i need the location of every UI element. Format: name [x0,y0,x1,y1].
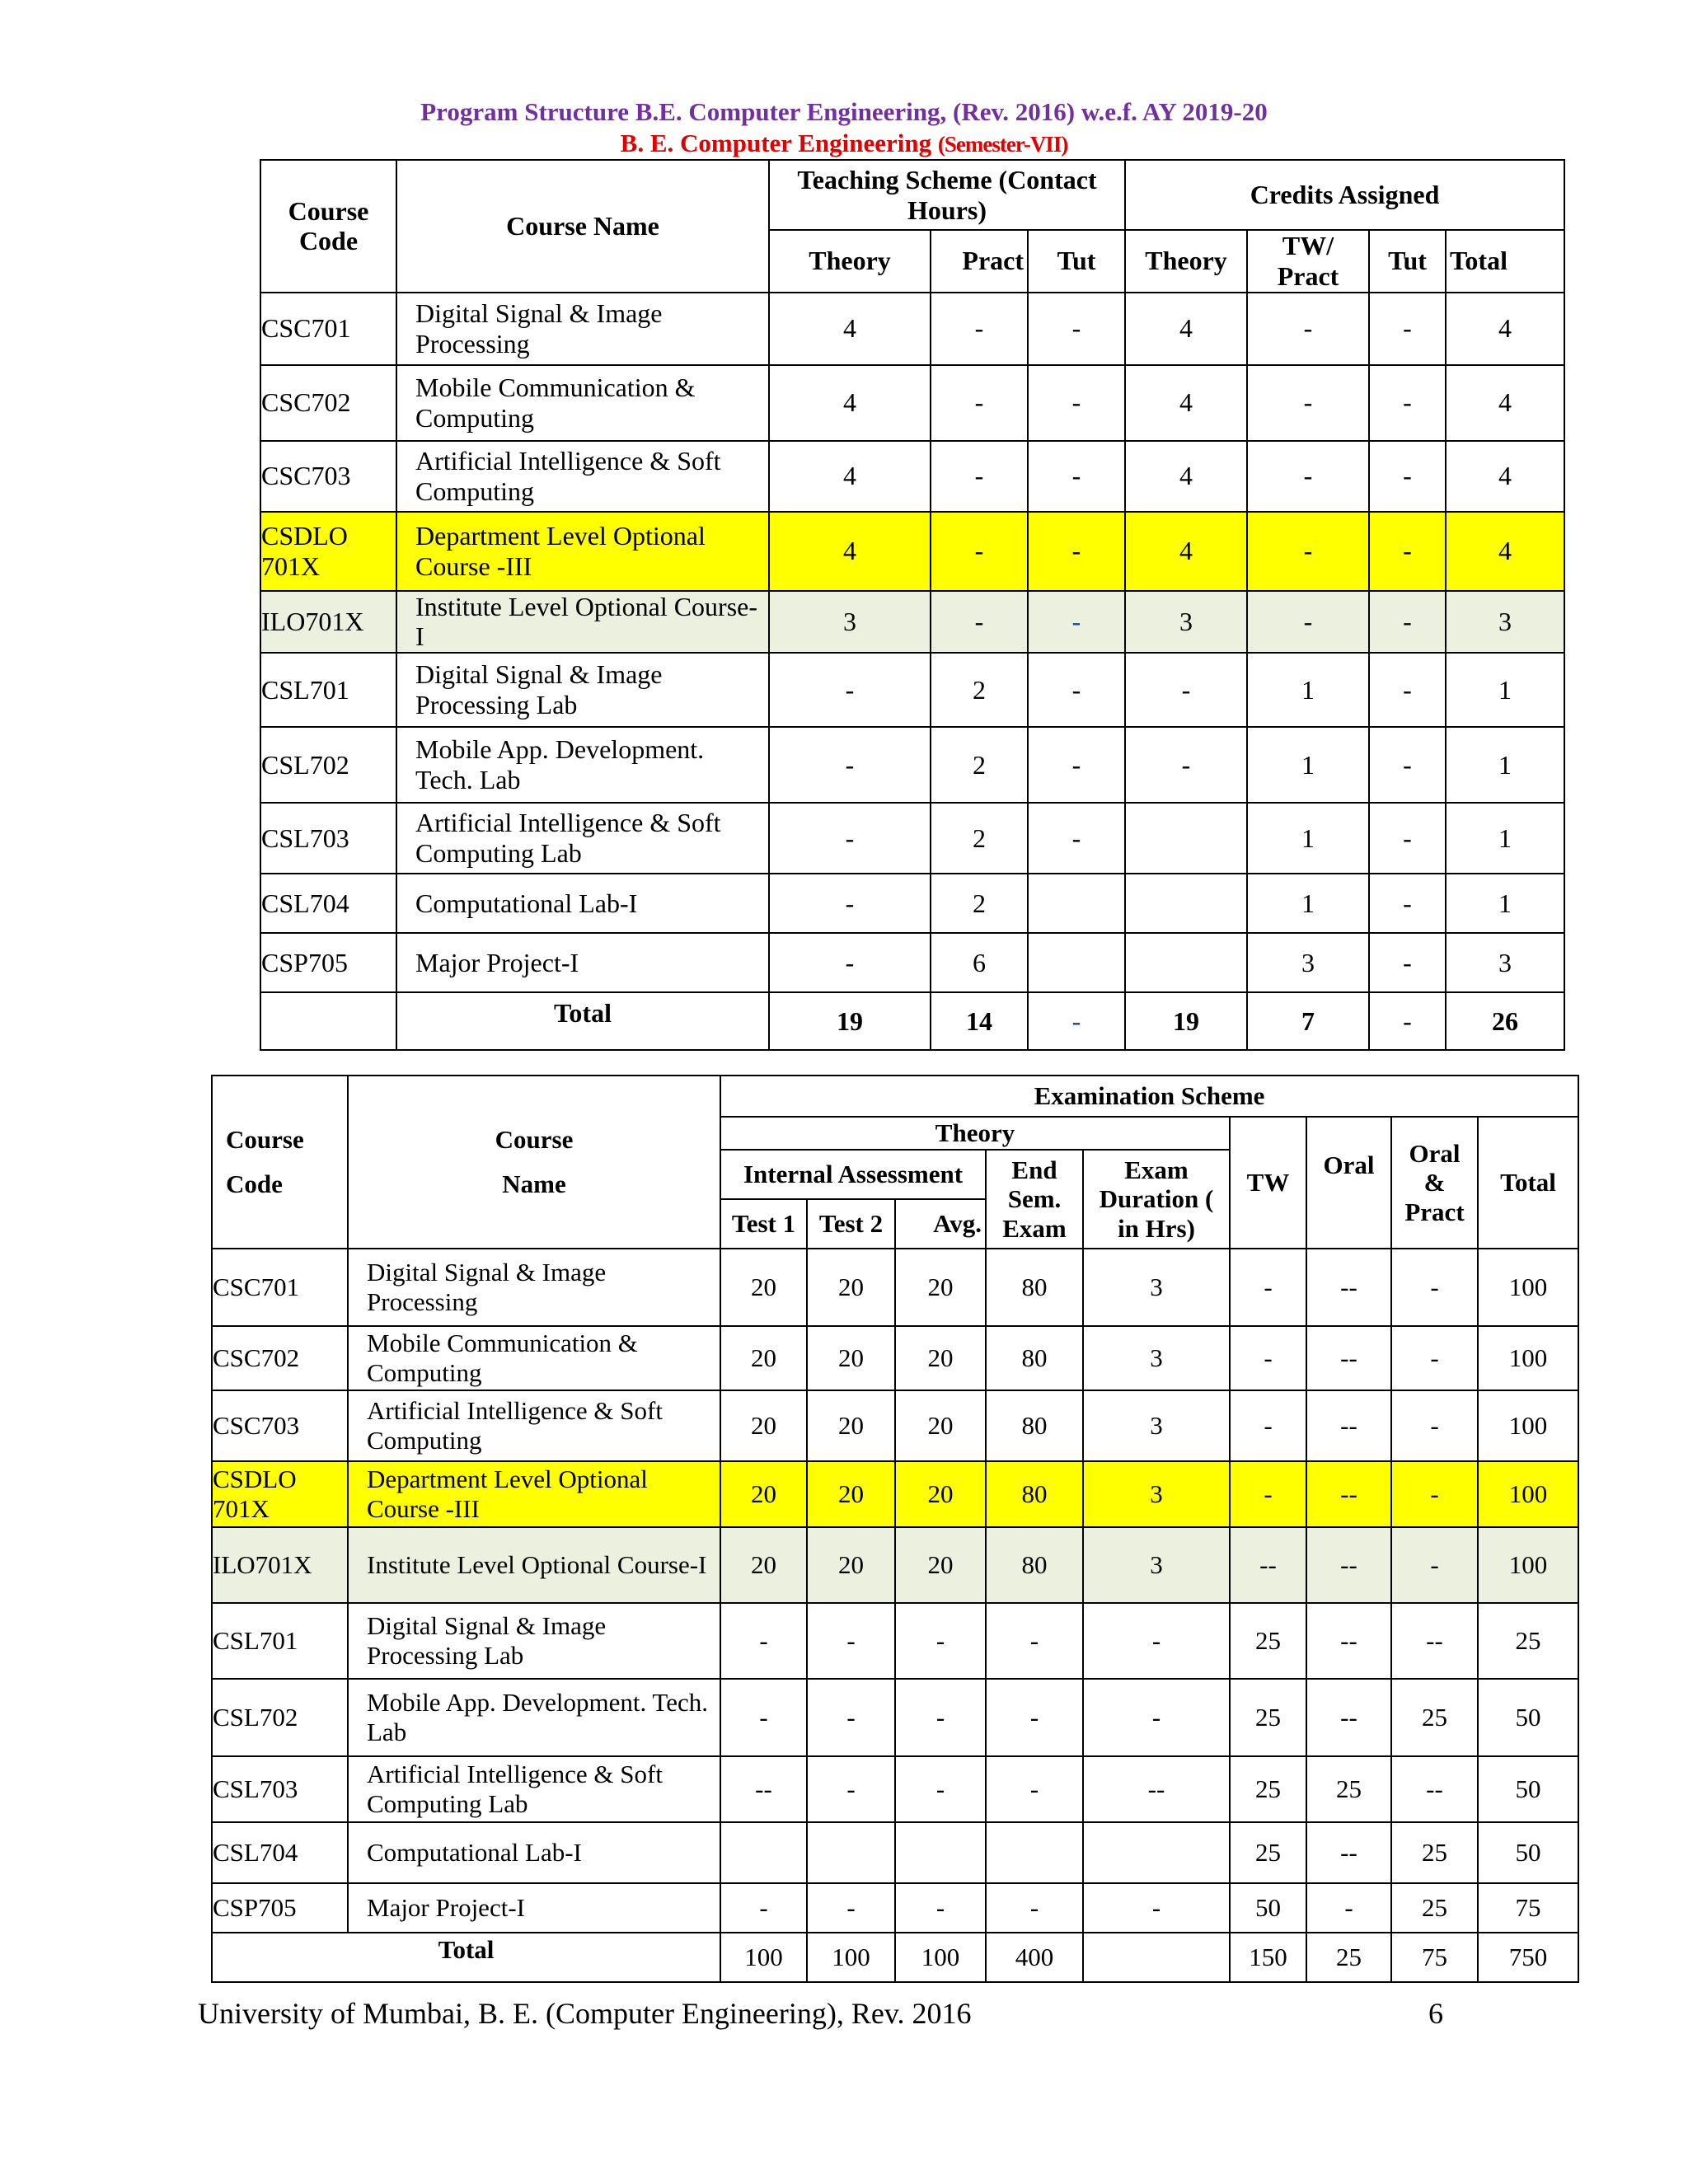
test2-marks: - [807,1679,895,1756]
total-pract: 14 [931,992,1028,1050]
pract-hours: 2 [931,803,1028,874]
test1-marks: 20 [720,1326,807,1390]
test2-marks: 20 [807,1461,895,1527]
table-row [260,591,1564,654]
header-oral-pract: Oral & Pract [1391,1117,1478,1249]
header-course-name-line1: Course [495,1125,574,1155]
credit-theory: 4 [1125,441,1247,512]
table-row [260,293,1564,365]
header-teaching-scheme: Teaching Scheme (Contact Hours) [769,160,1125,230]
oral-marks: -- [1306,1326,1391,1390]
table-row [212,1527,1578,1603]
course-code: CSL703 [212,1756,348,1822]
oral-marks: 25 [1306,1756,1391,1822]
total-credit-tut: - [1369,992,1446,1050]
table-row [260,803,1564,874]
end-sem-marks: - [986,1883,1083,1933]
credit-theory: 4 [1125,512,1247,591]
end-sem-marks: - [986,1603,1083,1679]
test2-marks: - [807,1883,895,1933]
avg-marks: - [895,1883,986,1933]
credit-theory [1125,933,1247,992]
table-row [260,441,1564,512]
total-theory: 19 [769,992,931,1050]
total-tut: - [1028,992,1125,1050]
course-name: Digital Signal & Image Processing [348,1249,720,1326]
tw-marks: -- [1230,1527,1306,1603]
course-name: Major Project-I [348,1883,720,1933]
header-theory: Theory [720,1117,1230,1150]
footer-text: University of Mumbai, B. E. (Computer Engineering), Rev. 2016 [198,1997,972,2030]
tw-marks: - [1230,1249,1306,1326]
tut-hours: - [1028,727,1125,803]
header-theory: Theory [769,230,931,293]
credit-tut: - [1369,874,1446,933]
exam-duration: - [1083,1883,1230,1933]
course-code: CSL704 [212,1822,348,1883]
pract-hours: - [931,591,1028,654]
course-name: Artificial Intelligence & Soft Computing [396,441,769,512]
oral-marks: -- [1306,1822,1391,1883]
course-code: CSL701 [212,1603,348,1679]
tw-marks: 25 [1230,1822,1306,1883]
credit-total: 3 [1446,933,1564,992]
theory-hours: - [769,803,931,874]
pract-hours: - [931,512,1028,591]
credit-theory: 4 [1125,293,1247,365]
course-name: Department Level Optional Course -III [348,1461,720,1527]
header-exam-total: Total [1478,1117,1578,1249]
total-avg: 100 [895,1933,986,1982]
course-name: Computational Lab-I [396,874,769,933]
oral-pract-marks: - [1391,1249,1478,1326]
header-course-name [348,1076,720,1249]
credit-total: 3 [1446,591,1564,654]
credit-theory: - [1125,653,1247,727]
avg-marks: - [895,1679,986,1756]
test1-marks: 20 [720,1390,807,1461]
course-name: Mobile Communication & Computing [396,365,769,441]
header-credit-total: Total [1446,230,1564,293]
tw-marks: 25 [1230,1603,1306,1679]
tw-marks: 25 [1230,1679,1306,1756]
oral-pract-marks: -- [1391,1756,1478,1822]
tut-hours: - [1028,365,1125,441]
course-name: Institute Level Optional Course-I [396,591,769,654]
examination-scheme-table [211,1075,1579,1983]
theory-hours: - [769,874,931,933]
total-row [260,992,1564,1050]
avg-marks: 20 [895,1461,986,1527]
course-code: CSL702 [212,1679,348,1756]
credit-tut: - [1369,365,1446,441]
total-label: Total [212,1933,720,1982]
header-course-code-line1: Course [226,1125,304,1155]
tw-marks: 50 [1230,1883,1306,1933]
header-avg: Avg. [895,1199,986,1249]
pract-hours: 2 [931,653,1028,727]
credit-tut: - [1369,441,1446,512]
table-row [212,1679,1578,1756]
page-subtitle [0,129,1688,158]
total-marks: 100 [1478,1461,1578,1527]
credit-total: 4 [1446,293,1564,365]
header-pract: Pract [931,230,1028,293]
exam-duration: - [1083,1603,1230,1679]
tut-hours: - [1028,591,1125,654]
header-course-code: Course Code [260,160,396,293]
credit-tut: - [1369,591,1446,654]
theory-hours: - [769,653,931,727]
exam-duration: 3 [1083,1326,1230,1390]
header-course-name: Course Name [396,160,769,293]
course-code: CSC702 [212,1326,348,1390]
theory-hours: 4 [769,441,931,512]
tw-marks: - [1230,1461,1306,1527]
oral-pract-marks: - [1391,1461,1478,1527]
page-title: Program Structure B.E. Computer Engineering, (Rev. 2016) w.e.f. AY 2019-20 [420,97,1268,126]
credit-total: 1 [1446,653,1564,727]
header-credits-assigned: Credits Assigned [1125,160,1564,230]
total-marks: 50 [1478,1822,1578,1883]
test1-marks: - [720,1603,807,1679]
total-test1: 100 [720,1933,807,1982]
end-sem-marks [986,1822,1083,1883]
course-code: CSL702 [260,727,396,803]
table-row [212,1883,1578,1933]
course-name: Computational Lab-I [348,1822,720,1883]
table-row [212,1756,1578,1822]
course-code: CSDLO 701X [260,512,396,591]
page-number: 6 [1428,1997,1443,2030]
tut-hours: - [1028,653,1125,727]
subtitle-semester: (Semester-VII) [937,132,1068,157]
header-test2: Test 2 [807,1199,895,1249]
credit-tw-pract: 1 [1247,727,1369,803]
test1-marks: 20 [720,1461,807,1527]
credit-tut: - [1369,933,1446,992]
oral-pract-marks: - [1391,1326,1478,1390]
credit-theory: 3 [1125,591,1247,654]
exam-duration: 3 [1083,1249,1230,1326]
tut-hours: - [1028,512,1125,591]
test2-marks: - [807,1756,895,1822]
tw-marks: - [1230,1326,1306,1390]
avg-marks: 20 [895,1527,986,1603]
header-course-name-line2: Name [502,1169,566,1198]
credit-theory: 4 [1125,365,1247,441]
header-tw: TW [1230,1117,1306,1249]
total-marks: 50 [1478,1756,1578,1822]
theory-hours: 4 [769,293,931,365]
oral-marks: - [1306,1883,1391,1933]
test2-marks: 20 [807,1527,895,1603]
tut-hours: - [1028,441,1125,512]
end-sem-marks: 80 [986,1326,1083,1390]
total-credit-total: 26 [1446,992,1564,1050]
credit-tw-pract: - [1247,365,1369,441]
total-test2: 100 [807,1933,895,1982]
test2-marks: 20 [807,1390,895,1461]
total-marks: 100 [1478,1249,1578,1326]
oral-pract-marks: 25 [1391,1822,1478,1883]
test1-marks: 20 [720,1249,807,1326]
course-code: ILO701X [212,1527,348,1603]
course-code: CSC703 [212,1390,348,1461]
oral-marks: -- [1306,1390,1391,1461]
tw-marks: 25 [1230,1756,1306,1822]
header-course-code-line2: Code [226,1169,283,1198]
end-sem-marks: 80 [986,1461,1083,1527]
credit-tw-pract: 1 [1247,653,1369,727]
total-duration [1083,1933,1230,1982]
credit-total: 1 [1446,874,1564,933]
total-marks: 75 [1478,1883,1578,1933]
test2-marks: 20 [807,1249,895,1326]
header-examination-scheme: Examination Scheme [720,1076,1578,1117]
course-code: CSC701 [212,1249,348,1326]
credit-theory [1125,874,1247,933]
course-code: CSL703 [260,803,396,874]
test2-marks [807,1822,895,1883]
table-row [212,1603,1578,1679]
course-name: Mobile App. Development. Tech. Lab [348,1679,720,1756]
credit-tw-pract: 1 [1247,803,1369,874]
course-code: CSL701 [260,653,396,727]
table-row [212,1249,1578,1326]
subtitle-main: B. E. Computer Engineering [620,129,938,157]
header-credit-tut: Tut [1369,230,1446,293]
table-row [260,727,1564,803]
course-code: CSC703 [260,441,396,512]
test1-marks [720,1822,807,1883]
exam-duration: 3 [1083,1390,1230,1461]
oral-pract-marks: -- [1391,1603,1478,1679]
header-oral: Oral [1306,1117,1391,1249]
pract-hours: - [931,365,1028,441]
exam-duration: -- [1083,1756,1230,1822]
credit-total: 1 [1446,727,1564,803]
header-exam-duration: Exam Duration ( in Hrs) [1083,1150,1230,1249]
exam-duration: 3 [1083,1461,1230,1527]
credit-total: 1 [1446,803,1564,874]
avg-marks: 20 [895,1249,986,1326]
course-code: CSP705 [260,933,396,992]
exam-duration: - [1083,1679,1230,1756]
course-code: CSDLO 701X [212,1461,348,1527]
credit-tw-pract: 3 [1247,933,1369,992]
exam-duration [1083,1822,1230,1883]
total-marks: 100 [1478,1326,1578,1390]
table-row [260,933,1564,992]
theory-hours: 3 [769,591,931,654]
pract-hours: 6 [931,933,1028,992]
pract-hours: - [931,293,1028,365]
course-code: CSC701 [260,293,396,365]
course-name: Institute Level Optional Course-I [348,1527,720,1603]
header-course-code [212,1076,348,1249]
oral-marks: -- [1306,1249,1391,1326]
total-marks: 100 [1478,1527,1578,1603]
pract-hours: 2 [931,874,1028,933]
credit-theory: - [1125,727,1247,803]
course-name: Digital Signal & Image Processing [396,293,769,365]
oral-pract-marks: 25 [1391,1679,1478,1756]
oral-marks: -- [1306,1461,1391,1527]
avg-marks: - [895,1756,986,1822]
course-name: Department Level Optional Course -III [396,512,769,591]
oral-marks: -- [1306,1603,1391,1679]
course-code: CSC702 [260,365,396,441]
end-sem-marks: - [986,1756,1083,1822]
test1-marks: -- [720,1756,807,1822]
credit-tw-pract: - [1247,441,1369,512]
header-end-sem: End Sem. Exam [986,1150,1083,1249]
theory-hours: 4 [769,512,931,591]
test1-marks: 20 [720,1527,807,1603]
header-test1: Test 1 [720,1199,807,1249]
credit-tw-pract: - [1247,293,1369,365]
total-marks: 50 [1478,1679,1578,1756]
theory-hours: - [769,933,931,992]
header-internal-assessment: Internal Assessment [720,1150,986,1199]
table-row [212,1461,1578,1527]
course-name: Major Project-I [396,933,769,992]
test1-marks: - [720,1679,807,1756]
tw-marks: - [1230,1390,1306,1461]
credit-tut: - [1369,727,1446,803]
header-tw-pract: TW/ Pract [1247,230,1369,293]
table-row [212,1822,1578,1883]
course-name: Artificial Intelligence & Soft Computing Lab [396,803,769,874]
course-code: CSP705 [212,1883,348,1933]
course-name: Artificial Intelligence & Soft Computing Lab [348,1756,720,1822]
total-marks: 100 [1478,1390,1578,1461]
total-total: 750 [1478,1933,1578,1982]
tut-hours [1028,933,1125,992]
oral-pract-marks: - [1391,1390,1478,1461]
total-end-sem: 400 [986,1933,1083,1982]
total-oral-pract: 75 [1391,1933,1478,1982]
table-row [260,653,1564,727]
credit-tw-pract: 1 [1247,874,1369,933]
table-row [260,512,1564,591]
course-code: CSL704 [260,874,396,933]
credit-tut: - [1369,293,1446,365]
table-row [212,1326,1578,1390]
test1-marks: - [720,1883,807,1933]
total-oral: 25 [1306,1933,1391,1982]
oral-pract-marks: - [1391,1527,1478,1603]
total-label: Total [396,992,769,1050]
course-code: ILO701X [260,591,396,654]
course-name: Digital Signal & Image Processing Lab [348,1603,720,1679]
table-row [212,1390,1578,1461]
end-sem-marks: - [986,1679,1083,1756]
credit-theory [1125,803,1247,874]
total-marks: 25 [1478,1603,1578,1679]
credit-total: 4 [1446,441,1564,512]
test2-marks: - [807,1603,895,1679]
oral-marks: -- [1306,1679,1391,1756]
total-blank [260,992,396,1050]
total-credit-tw-pract: 7 [1247,992,1369,1050]
credit-tw-pract: - [1247,512,1369,591]
theory-hours: 4 [769,365,931,441]
end-sem-marks: 80 [986,1249,1083,1326]
test2-marks: 20 [807,1326,895,1390]
header-credit-theory: Theory [1125,230,1247,293]
avg-marks: 20 [895,1390,986,1461]
theory-hours: - [769,727,931,803]
end-sem-marks: 80 [986,1527,1083,1603]
oral-marks: -- [1306,1527,1391,1603]
pract-hours: - [931,441,1028,512]
end-sem-marks: 80 [986,1390,1083,1461]
tut-hours: - [1028,803,1125,874]
tut-hours: - [1028,293,1125,365]
header-tut: Tut [1028,230,1125,293]
credit-tut: - [1369,803,1446,874]
course-name: Mobile Communication & Computing [348,1326,720,1390]
course-name: Digital Signal & Image Processing Lab [396,653,769,727]
tut-hours [1028,874,1125,933]
table-row [260,365,1564,441]
course-name: Mobile App. Development. Tech. Lab [396,727,769,803]
credit-tw-pract: - [1247,591,1369,654]
total-row [212,1933,1578,1982]
credit-tut: - [1369,512,1446,591]
course-name: Artificial Intelligence & Soft Computing [348,1390,720,1461]
avg-marks: 20 [895,1326,986,1390]
exam-duration: 3 [1083,1527,1230,1603]
total-tw: 150 [1230,1933,1306,1982]
teaching-scheme-table [260,159,1565,1051]
total-credit-theory: 19 [1125,992,1247,1050]
oral-pract-marks: 25 [1391,1883,1478,1933]
credit-total: 4 [1446,512,1564,591]
credit-tut: - [1369,653,1446,727]
avg-marks [895,1822,986,1883]
credit-total: 4 [1446,365,1564,441]
avg-marks: - [895,1603,986,1679]
table-row [260,874,1564,933]
pract-hours: 2 [931,727,1028,803]
